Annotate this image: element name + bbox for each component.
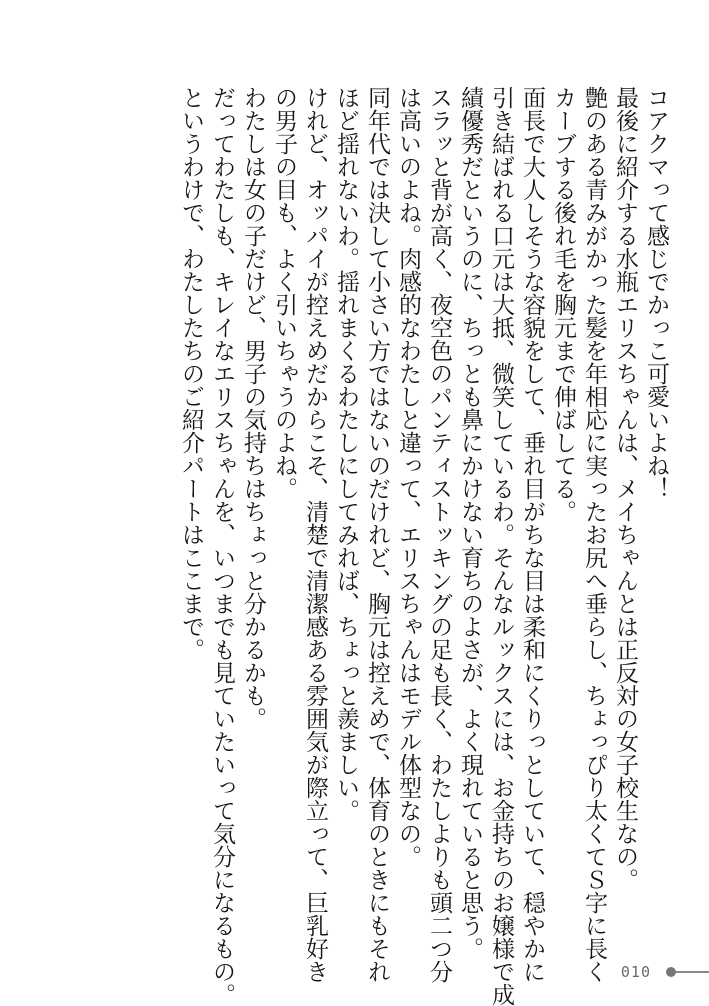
text-line: 引き結ばれる口元は大抵、微笑しているわ。そんなルックスには、お金持ちのお嬢様で成 (488, 86, 514, 1006)
text-line: スラッと背が高く、夜空色のパンティストッキングの足も長く、わたしよりも頭二つ分 (426, 86, 452, 983)
text-line: ほど揺れないわ。揺れまくるわたしにしてみれば、ちょっと羨ましい。 (333, 86, 359, 822)
text-line: 面長で大人しそうな容貌をして、垂れ目がちな目は柔和にくりっとしていて、穏やかに (519, 86, 545, 983)
text-line: だってわたしも、キレイなエリスちゃんを、いつまでも見ていたいって気分になるもの。 (209, 86, 235, 1006)
page-marker-line (676, 971, 709, 973)
text-line: 績優秀だというのに、ちっとも鼻にかけない育ちのよさが、よく現れていると思う。 (457, 86, 483, 960)
text-line: カーブする後れ毛を胸元まで伸ばしてる。 (550, 86, 576, 523)
text-line: 同年代では決して小さい方ではないのだけれど、胸元は控えめで、体育のときにもそれ (364, 86, 390, 983)
page-number: 010 (620, 963, 651, 981)
text-line: というわけで、わたしたちのご紹介パートはここまで。 (178, 86, 204, 661)
text-line: 最後に紹介する水瓶エリスちゃんは、メイちゃんとは正反対の女子校生なの。 (612, 86, 638, 891)
text-line: けれど、オッパイが控えめだからこそ、清楚で清潔感ある雰囲気が際立って、巨乳好き (302, 86, 328, 983)
text-line: コアクマって感じでかっこ可愛いよね！ (643, 86, 669, 500)
text-line: わたしは女の子だけど、男子の気持ちはちょっと分かるかも。 (240, 86, 266, 730)
text-line: 艶のある青みがかった髪を年相応に実ったお尻へ垂らし、ちょっぴり太くてＳ字に長く (581, 86, 607, 983)
text-line: は高いのよね。肉感的なわたしと違って、エリスちゃんはモデル体型なの。 (395, 86, 421, 868)
page-marker-dot-icon (666, 967, 676, 977)
text-line: の男子の目も、よく引いちゃうのよね。 (271, 86, 297, 500)
